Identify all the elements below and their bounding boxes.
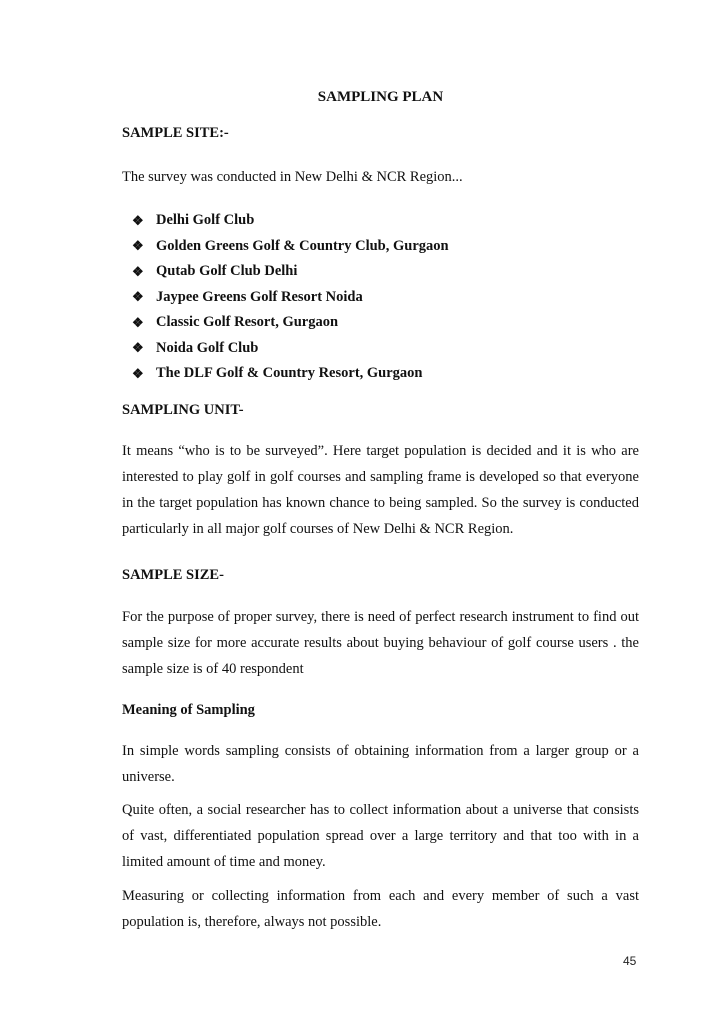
sample-site-intro: The survey was conducted in New Delhi & NCR Region... bbox=[122, 169, 463, 185]
meaning-paragraph-2: Quite often, a social researcher has to collect information about a universe that consists of vast, differentiated population spread over a large territory and that too with in a limited amount of time and money. bbox=[122, 802, 639, 870]
diamond-bullet-icon: ❖ bbox=[132, 365, 144, 381]
meaning-paragraph-1: In simple words sampling consists of obtaining information from a larger group or a universe. bbox=[122, 743, 639, 785]
list-item bbox=[132, 234, 449, 260]
list-item bbox=[132, 208, 449, 234]
sampling-unit-text: It means “who is to be surveyed”. Here target population is decided and it is who are interested to play golf in golf courses and sampling frame is developed so that everyone in the target population has known chance to being sampled. So the survey is conducted particularly in all major golf courses of New Delhi & NCR Region. bbox=[122, 443, 639, 537]
diamond-bullet-icon: ❖ bbox=[132, 340, 144, 356]
site-name: The DLF Golf & Country Resort, Gurgaon bbox=[156, 365, 423, 382]
sample-size-text: For the purpose of proper survey, there is need of perfect research instrument to find out sample size for more accurate results about buying behaviour of golf course users . the sample size is of 40 respondent bbox=[122, 609, 639, 677]
site-name: Delhi Golf Club bbox=[156, 212, 255, 229]
list-item bbox=[132, 259, 449, 285]
list-item bbox=[132, 336, 449, 362]
site-name: Qutab Golf Club Delhi bbox=[156, 263, 298, 280]
site-name: Jaypee Greens Golf Resort Noida bbox=[156, 288, 363, 305]
meaning-of-sampling-heading: Meaning of Sampling bbox=[122, 702, 255, 718]
site-name: Noida Golf Club bbox=[156, 339, 259, 356]
list-item bbox=[132, 285, 449, 311]
list-item bbox=[132, 310, 449, 336]
list-item bbox=[132, 361, 449, 387]
diamond-bullet-icon: ❖ bbox=[132, 238, 144, 254]
diamond-bullet-icon: ❖ bbox=[132, 289, 144, 305]
sample-size-heading: SAMPLE SIZE- bbox=[122, 567, 224, 583]
diamond-bullet-icon: ❖ bbox=[132, 263, 144, 279]
site-name: Golden Greens Golf & Country Club, Gurgaon bbox=[156, 237, 449, 254]
page-title: SAMPLING PLAN bbox=[317, 89, 444, 105]
sampling-unit-heading: SAMPLING UNIT- bbox=[122, 402, 244, 418]
diamond-bullet-icon: ❖ bbox=[132, 212, 144, 228]
meaning-paragraph-3: Measuring or collecting information from each and every member of such a vast population is, therefore, always not possible. bbox=[122, 888, 639, 930]
page-number: 45 bbox=[623, 954, 637, 968]
site-list bbox=[132, 208, 449, 387]
site-name: Classic Golf Resort, Gurgaon bbox=[156, 314, 339, 331]
sample-site-heading: SAMPLE SITE:- bbox=[122, 125, 229, 141]
diamond-bullet-icon: ❖ bbox=[132, 314, 144, 330]
